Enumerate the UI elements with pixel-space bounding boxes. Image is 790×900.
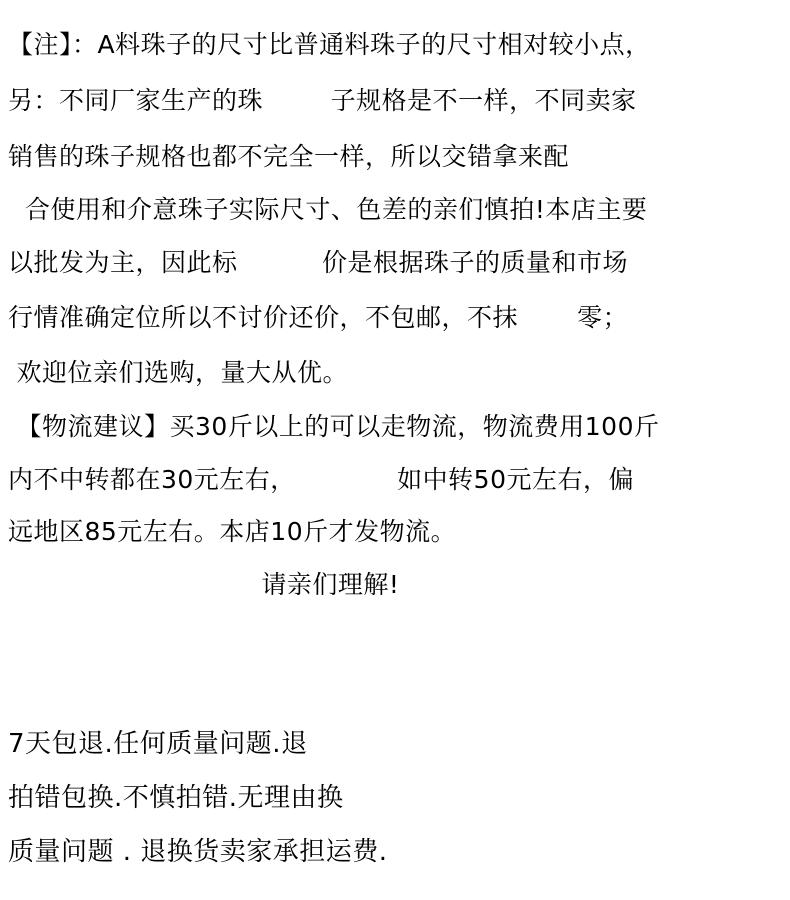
- notice-line: 另：不同厂家生产的珠 子规格是不一样，不同卖家: [8, 86, 637, 115]
- logistics-line: 内不中转都在30元左右， 如中转50元左右，偏: [8, 465, 634, 494]
- notice-line: 欢迎位亲们选购，量大从优。: [8, 358, 348, 387]
- policy-line: 拍错包换.不慎拍错.无理由换: [8, 783, 344, 813]
- logistics-line: 【物流建议】买30斤以上的可以走物流，物流费用100斤: [8, 412, 660, 441]
- logistics-line: 请亲们理解!: [8, 570, 400, 599]
- notice-line: 以批发为主，因此标 价是根据珠子的质量和市场: [8, 248, 628, 277]
- notice-line: 销售的珠子规格也都不完全一样，所以交错拿来配: [8, 142, 570, 171]
- notice-line: 【注】：A料珠子的尺寸比普通料珠子的尺寸相对较小点，: [8, 30, 651, 59]
- notice-line: 合使用和介意珠子实际尺寸、色差的亲们慎拍!本店主要: [8, 195, 648, 224]
- logistics-line: 远地区85元左右。本店10斤才发物流。: [8, 517, 457, 546]
- notice-line: 行情准确定位所以不讨价还价，不包邮，不抹 零；: [8, 303, 629, 332]
- policy-line: 7天包退.任何质量问题.退: [8, 729, 308, 759]
- policy-line: 质量问题 . 退换货卖家承担运费.: [8, 837, 388, 867]
